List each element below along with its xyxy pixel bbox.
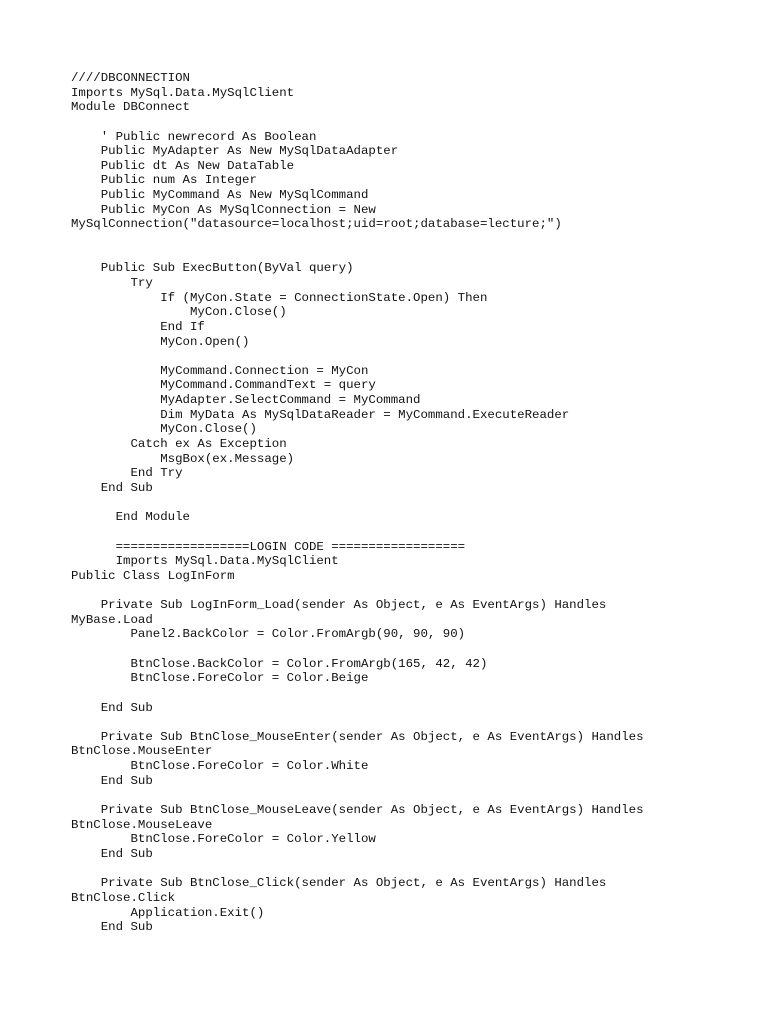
code-line: MyCon.Open() bbox=[71, 334, 250, 349]
code-line bbox=[71, 862, 751, 877]
code-line: MyCon.Close() bbox=[71, 422, 257, 437]
code-line bbox=[71, 788, 751, 803]
code-line bbox=[71, 525, 751, 540]
code-line: Public Sub ExecButton(ByVal query) bbox=[71, 261, 354, 276]
code-line: MyAdapter.SelectCommand = MyCommand bbox=[71, 393, 421, 408]
code-line: ////DBCONNECTION bbox=[71, 71, 190, 85]
code-line: Public dt As New DataTable bbox=[71, 158, 295, 173]
code-line: End Sub bbox=[71, 773, 153, 788]
code-line bbox=[71, 232, 751, 247]
code-line: ==================LOGIN CODE ================== bbox=[71, 539, 466, 554]
code-line: Imports MySql.Data.MySqlClient bbox=[71, 554, 339, 569]
code-line: Catch ex As Exception bbox=[71, 437, 287, 452]
code-line: BtnClose.ForeColor = Color.White bbox=[71, 759, 369, 774]
code-line: MsgBox(ex.Message) bbox=[71, 451, 295, 466]
code-line: Private Sub BtnClose_MouseEnter(sender As Object, e As EventArgs) Handles bbox=[71, 729, 644, 744]
code-line: BtnClose.BackColor = Color.FromArgb(165, 42, 42) bbox=[71, 656, 488, 671]
code-line: If (MyCon.State = ConnectionState.Open) Then bbox=[71, 290, 488, 305]
code-line: Public MyCon As MySqlConnection = New bbox=[71, 202, 376, 217]
code-line bbox=[71, 583, 751, 598]
code-line: MyBase.Load bbox=[71, 612, 153, 627]
code-line: ' Public newrecord As Boolean bbox=[71, 129, 317, 144]
code-line: Panel2.BackColor = Color.FromArgb(90, 90, 90) bbox=[71, 627, 466, 642]
code-listing bbox=[71, 71, 751, 935]
code-line: End Module bbox=[71, 510, 190, 525]
code-line: End Sub bbox=[71, 700, 153, 715]
code-line: MyCommand.Connection = MyCon bbox=[71, 363, 369, 378]
code-line bbox=[71, 496, 751, 511]
code-line: BtnClose.ForeColor = Color.Beige bbox=[71, 671, 369, 686]
code-line: BtnClose.ForeColor = Color.Yellow bbox=[71, 832, 376, 847]
code-line: MyCommand.CommandText = query bbox=[71, 378, 376, 393]
code-line: Public Class LogInForm bbox=[71, 568, 235, 583]
code-line bbox=[71, 349, 751, 364]
code-line: Private Sub LogInForm_Load(sender As Object, e As EventArgs) Handles bbox=[71, 598, 607, 613]
code-line: BtnClose.MouseLeave bbox=[71, 817, 213, 832]
code-line: Private Sub BtnClose_Click(sender As Object, e As EventArgs) Handles bbox=[71, 876, 607, 891]
code-line: MyCon.Close() bbox=[71, 305, 287, 320]
code-line: Public MyAdapter As New MySqlDataAdapter bbox=[71, 144, 399, 159]
code-line bbox=[71, 686, 751, 701]
code-line: Module DBConnect bbox=[71, 100, 190, 115]
code-line: End If bbox=[71, 319, 205, 334]
code-line: Try bbox=[71, 275, 153, 290]
code-line: End Sub bbox=[71, 480, 153, 495]
code-line: Public num As Integer bbox=[71, 173, 257, 188]
code-line: End Sub bbox=[71, 920, 153, 935]
code-line bbox=[71, 642, 751, 657]
code-line: Application.Exit() bbox=[71, 905, 265, 920]
code-line bbox=[71, 715, 751, 730]
code-line: BtnClose.Click bbox=[71, 890, 176, 905]
code-line: End Sub bbox=[71, 846, 153, 861]
code-line: Public MyCommand As New MySqlCommand bbox=[71, 188, 369, 203]
code-line bbox=[71, 247, 751, 262]
code-line: Private Sub BtnClose_MouseLeave(sender As Object, e As EventArgs) Handles bbox=[71, 803, 644, 818]
code-line: End Try bbox=[71, 466, 183, 481]
code-line: MySqlConnection("datasource=localhost;uid=root;database=lecture;") bbox=[71, 217, 562, 232]
code-line bbox=[71, 115, 751, 130]
code-line: Dim MyData As MySqlDataReader = MyCommand.ExecuteReader bbox=[71, 407, 570, 422]
code-line: BtnClose.MouseEnter bbox=[71, 744, 213, 759]
code-line: Imports MySql.Data.MySqlClient bbox=[71, 85, 295, 100]
